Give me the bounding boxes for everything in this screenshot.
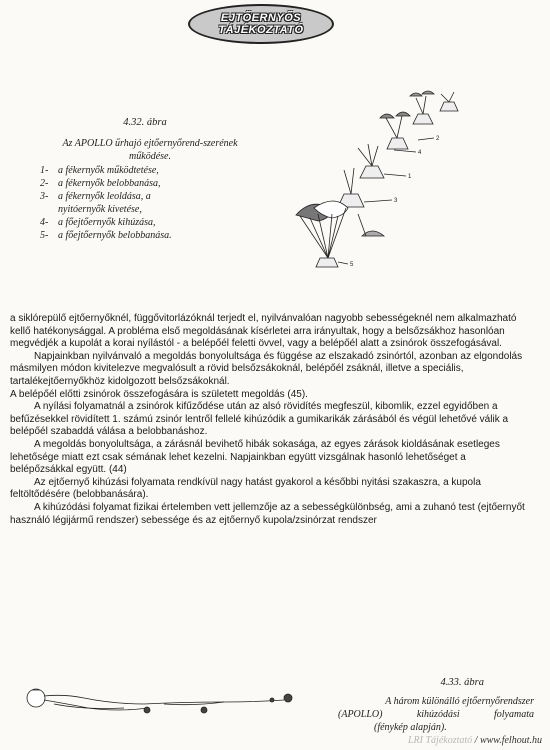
paragraph: a siklórepülő ejtőernyőknél, függővitorlázóknál terjedt el, nyilvánvalóan nagyobb sebességeknél nem alkalmazható kellő hatékonysággal. A probléma első megoldásának kísérletei arra irányultak, hogy a belsőzsákhoz hasonlóan megvédjék a kupolát a korai nyílástól - a belépőél feletti övvel, vagy a belépőél alatt a zsinórok összefogásával. (10, 313, 517, 350)
caption-item: 2- a fékernyők belobbanása, (40, 178, 161, 189)
paragraph: Az ejtőernyő kihúzási folyamata rendkívül nagy hatást gyakorol a későbbi nyitási szakaszra, a kupola feltöltődésére (belobbanására). (10, 476, 481, 501)
figure-label: 1 (408, 174, 412, 180)
drogue-chute-icon (201, 707, 207, 713)
article-body (10, 313, 525, 527)
figure-433-caption (338, 676, 534, 734)
main-parachute-icon (296, 201, 348, 258)
capsule-icon (440, 92, 458, 111)
figure-label: 5 (350, 262, 354, 268)
figure-caption-line: (APOLLO) kihúzódási folyamata (338, 709, 534, 720)
figure-432-caption (40, 116, 240, 242)
header-badge (188, 4, 334, 44)
footer-publication: LRI Tájékoztató (408, 735, 473, 746)
paragraph: A nyílási folyamatnál a zsinórok kifűződése után az alsó rövidítés megfeszül, kibomlik, ezzel egyidőben a befűzésekkel rövidített 1. számú zsinór lentről fellelé kihúzódik a gumikarikák zárásából és végül lehetővé válik a belépőél szabaddá válása a belobbanáshoz. (10, 401, 509, 438)
paragraph: A belépőél előtti zsinórok összefogására is született megoldás (45). (10, 388, 308, 400)
figure-caption-line: A három különálló ejtőernyőrendszer (385, 696, 534, 707)
figure-label: 2 (436, 136, 440, 142)
capsule-icon (316, 258, 338, 267)
capsule-icon (410, 91, 434, 124)
figure-label: 3 (394, 198, 398, 204)
figure-number: 4.33. ábra (440, 677, 484, 688)
capsule-icon (27, 689, 45, 707)
caption-item: 3- a fékernyők leoldása, a (40, 191, 151, 202)
figure-label: 4 (418, 150, 422, 156)
caption-item-continuation: nyitóernyők kivetése, (58, 204, 142, 215)
caption-item: 4- a főejtőernyők kihúzása, (40, 217, 156, 228)
apollo-extraction-figure (14, 680, 314, 725)
paragraph: Napjainkban nyilvánvaló a megoldás bonyolultsága és függése az elszakadó zsinórtól, azonban az elgondolás másmilyen módon kivitelezve megvalósult a rövid belsőzsákoknál, belépőél zsáknál, illetve a speciális, tartalékejtőernyőkhöz kidolgozott belsőzsákoknál. (10, 350, 523, 387)
caption-item: 5- a főejtőernyők belobbanása. (40, 230, 172, 241)
drogue-chute-icon (144, 707, 150, 713)
paragraph: A kihúzódási folyamat fizikai értelemben vett jellemzője az a sebességkülönbség, ami a zuhanó test (ejtőernyőt használó légijármű rendszer) sebessége és az ejtőernyő kupola/zsinórzat rendszer (10, 501, 525, 526)
capsule-icon (338, 168, 364, 207)
figure-title: Az APOLLO űrhajó ejtőernyőrend-szerének működése. (62, 138, 238, 162)
capsule-icon (380, 112, 410, 149)
header-line-2: TÁJÉKOZTATÓ (218, 24, 304, 36)
paragraph: A megoldás bonyolultsága, a zárásnál bevihető hibák sokasága, az egyes zárások kioldásának esetleges lehetősége miatt ezt csak sémának lehet kezelni. Napjainkban együtt vizsgálnak hasonló lehetőséget a belépőzsákkal együtt. (44) (10, 438, 500, 476)
header-line-1: EJTŐERNYŐS (220, 12, 302, 24)
figure-number: 4.32. ábra (123, 117, 167, 128)
caption-item: 1- a fékernyők működtetése, (40, 165, 159, 176)
apollo-parachute-deployment-figure (266, 90, 476, 275)
drogue-chute-icon (284, 694, 292, 702)
page-footer (408, 735, 542, 746)
footer-website: / www.felhout.hu (472, 735, 542, 746)
figure-caption-line: (fénykép alapján). (374, 722, 447, 733)
capsule-icon (358, 144, 384, 178)
